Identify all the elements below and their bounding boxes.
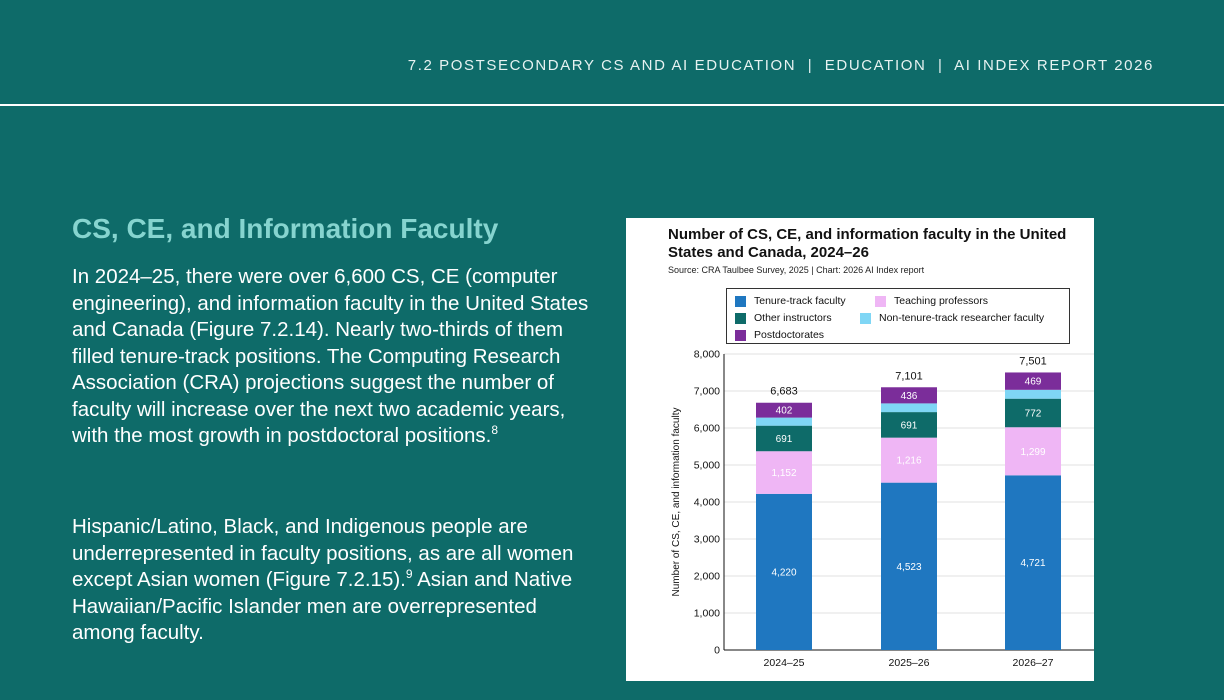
bar-value-label: 4,721 [1020,558,1046,570]
bar-value-label: 1,216 [896,455,922,467]
stacked-bar-chart [626,218,1094,681]
bar-value-label: 402 [775,405,793,417]
x-tick-label: 2025–26 [888,657,930,669]
section-title: CS, CE, and Information Faculty [72,213,499,244]
bar-value-label: 4,220 [771,567,797,579]
legend-label-non-tenure-track: Non-tenure-track researcher faculty [879,312,1045,324]
body-paragraph-2 [72,514,592,647]
body-paragraph-1 [72,264,592,450]
paragraph-2-text-b: Asian and Native Hawaiian/Pacific Islander men are overrepresented among faculty. [72,568,573,644]
y-tick-label: 5,000 [693,459,720,472]
y-tick-label: 7,000 [693,385,720,398]
bar-layer [756,372,1061,650]
paragraph-1-text: In 2024–25, there were over 6,600 CS, CE (computer engineering), and information faculty in the United States and Canada (Figure 7.2.14). Nearly two-thirds of them filled tenure-track positions. The Computing Research Association (CRA) projections suggest the number of faculty will increase over the next two academic years, with the most growth in postdoctoral positions. [72,265,589,447]
bar-total-label: 7,101 [895,370,923,383]
bar-value-label: 1,152 [771,468,797,480]
chart-source: Source: CRA Taulbee Survey, 2025 | Chart: 2026 AI Index report [668,265,925,275]
bar-value-label: 691 [900,420,918,432]
bar-value-label: 469 [1024,376,1042,388]
y-tick-label: 0 [714,644,720,657]
bar-total-label: 7,501 [1019,355,1047,368]
footnote-8-marker[interactable]: 8 [491,423,499,438]
y-tick-label: 3,000 [693,533,720,546]
label-layer [694,349,1054,670]
chart-card [626,218,1094,681]
bar-value-label: 436 [900,390,918,402]
y-tick-label: 2,000 [693,570,720,583]
y-axis-title: Number of CS, CE, and information faculty [671,407,682,597]
legend-label-teaching-professors: Teaching professors [894,295,988,307]
y-tick-label: 8,000 [693,348,720,361]
bar-value-label: 691 [775,433,793,445]
chart-title: Number of CS, CE, and information faculty in the United States and Canada, 2024–26 [668,226,1067,261]
bar-value-label: 772 [1024,408,1042,420]
bar-value-label: 1,299 [1020,446,1046,458]
bar-segment [756,418,812,426]
y-tick-label: 4,000 [693,496,720,509]
breadcrumb: 7.2 POSTSECONDARY CS AND AI EDUCATION | EDUCATION | AI INDEX REPORT 2026 [407,57,1154,74]
x-tick-label: 2026–27 [1012,657,1054,669]
y-tick-label: 1,000 [693,607,720,620]
legend-label-tenure-track: Tenure-track faculty [754,295,846,307]
bar-segment [1005,390,1061,399]
page-header [0,0,1224,106]
bar-segment [881,403,937,412]
footnote-9-marker[interactable]: 9 [405,567,413,582]
bar-value-label: 4,523 [896,561,922,573]
y-tick-label: 6,000 [693,422,720,435]
legend-label-postdoctorates: Postdoctorates [754,329,825,341]
x-tick-label: 2024–25 [763,657,805,669]
paragraph-2-text-a: Hispanic/Latino, Black, and Indigenous people are underrepresented in faculty positions, as are all women except Asian women (Figure 7.2.15). [72,515,574,591]
legend-label-other-instructors: Other instructors [754,312,832,324]
bar-total-label: 6,683 [770,385,798,398]
